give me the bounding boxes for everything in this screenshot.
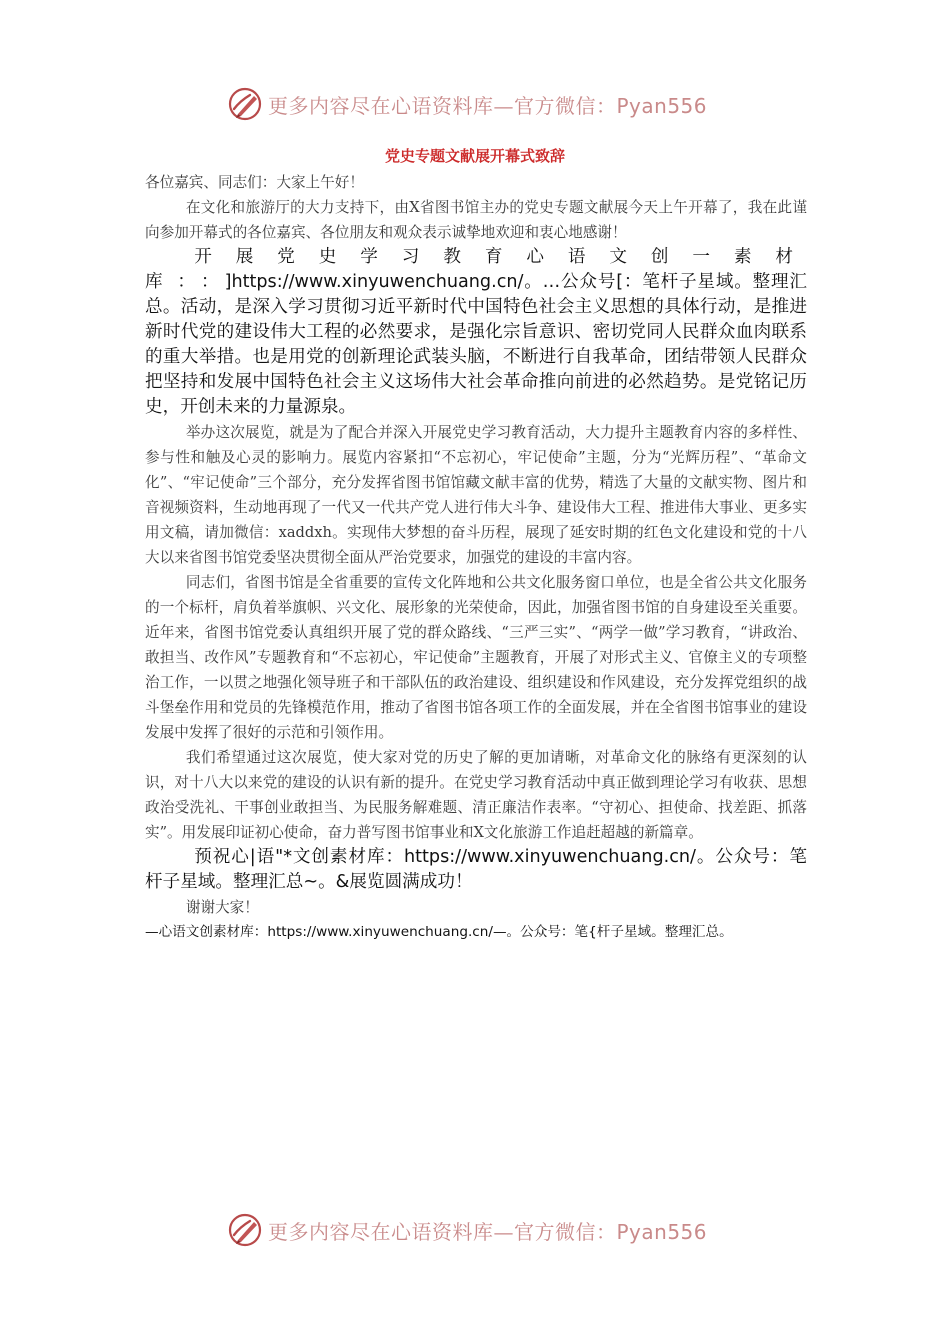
- paragraph-4: 同志们，省图书馆是全省重要的宣传文化阵地和公共文化服务窗口单位，也是全省公共文化服务的一个标杆，肩负着举旗帜、兴文化、展形象的光荣使命，因此，加强省图书馆的自身建设至关重要。近年来，省图书馆党委认真组织开展了党的群众路线、“三严三实”、“两学一做”学习教育，“讲政治、敢担当、改作风”专题教育和“不忘初心，牢记使命”主题教育，开展了对形式主义、官僚主义的专项整治工作，一以贯之地强化领导班子和干部队伍的政治建设、组织建设和作风建设，充分发挥党组织的战斗堡垒作用和党员的先锋模范作用，推动了省图书馆各项工作的全面发展，并在全省图书馆事业的建设发展中发挥了很好的示范和引领作用。: [145, 574, 807, 741]
- document-title: 党史专题文献展开幕式致辞: [384, 147, 565, 165]
- pen-logo-icon: [228, 87, 262, 121]
- wechat-id: Pyan556: [616, 1219, 708, 1244]
- header-banner: [228, 84, 707, 124]
- pen-logo-icon: [228, 1213, 262, 1247]
- document-body: [145, 170, 807, 945]
- paragraph-2-url: ]https://www.xinyuwenchuang.cn/。: [224, 272, 543, 292]
- paragraph-2-head: 开展党史学习教育心语文创一素材库：：: [145, 247, 807, 292]
- footer-banner: [228, 1210, 707, 1250]
- paragraph-5: 我们希望通过这次展览，使大家对党的历史了解的更加请晰，对革命文化的脉络有更深刻的认识，对十八大以来党的建设的认识有新的提升。在党史学习教育活动中真正做到理论学习有收获、思想政治受洗礼、干事创业敢担当、为民服务解难题、清正廉洁作表率。“守初心、担使命、找差距、抓落实”。用发展印证初心使命，奋力普写图书馆事业和X文化旅游工作追赶超越的新篇章。: [145, 749, 807, 841]
- closing-thanks: 谢谢大家！: [185, 899, 259, 916]
- footer-line: —心语文创素材库：https://www.xinyuwenchuang.cn/—。公众号：笔{杆子星域。整理汇总。: [145, 924, 733, 940]
- paragraph-2: [145, 245, 807, 420]
- paragraph-6: 预祝心|语"*文创素材库：https://www.xinyuwenchuang.cn/。公众号：笔杆子星域。整理汇总~。&展览圆满成功！: [145, 847, 807, 892]
- wechat-id: Pyan556: [616, 93, 708, 118]
- greeting: 各位嘉宾、同志们：大家上午好！: [145, 174, 364, 191]
- banner-text: 更多内容尽在心语资料库—官方微信：Pyan556: [268, 93, 708, 118]
- paragraph-2-body: …公众号[：笔杆子星域。整理汇总。活动，是深入学习贯彻习近平新时代中国特色社会主义思想的具体行动，是推进新时代党的建设伟大工程的必然要求，是强化宗旨意识、密切党同人民群众血肉联系的重大举措。也是用党的创新理论武装头脑，不断进行自我革命，团结带领人民群众把坚持和发展中国特色社会主义这场伟大社会革命推向前进的必然趋势。是党铭记历史，开创未来的力量源泉。: [145, 272, 807, 417]
- banner-text: 更多内容尽在心语资料库—官方微信：Pyan556: [268, 1219, 708, 1244]
- paragraph-3: 举办这次展览，就是为了配合并深入开展党史学习教育活动，大力提升主题教育内容的多样性、参与性和触及心灵的影响力。展览内容紧扣“不忘初心，牢记使命”主题，分为“光辉历程”、“革命文化”、“牢记使命”三个部分，充分发挥省图书馆馆藏文献丰富的优势，精选了大量的文献实物、图片和音视频资料，生动地再现了一代又一代共产党人进行伟大斗争、建设伟大工程、推进伟大事业、更多实用文稿，请加微信：xaddxh。实现伟大梦想的奋斗历程，展现了延安时期的红色文化建设和党的十八大以来省图书馆党委坚决贯彻全面从严治党要求，加强党的建设的丰富内容。: [145, 424, 807, 566]
- paragraph-1: 在文化和旅游厅的大力支持下，由X省图书馆主办的党史专题文献展今天上午开幕了，我在此谨向参加开幕式的各位嘉宾、各位朋友和观众表示诚挚地欢迎和衷心地感谢！: [145, 199, 807, 241]
